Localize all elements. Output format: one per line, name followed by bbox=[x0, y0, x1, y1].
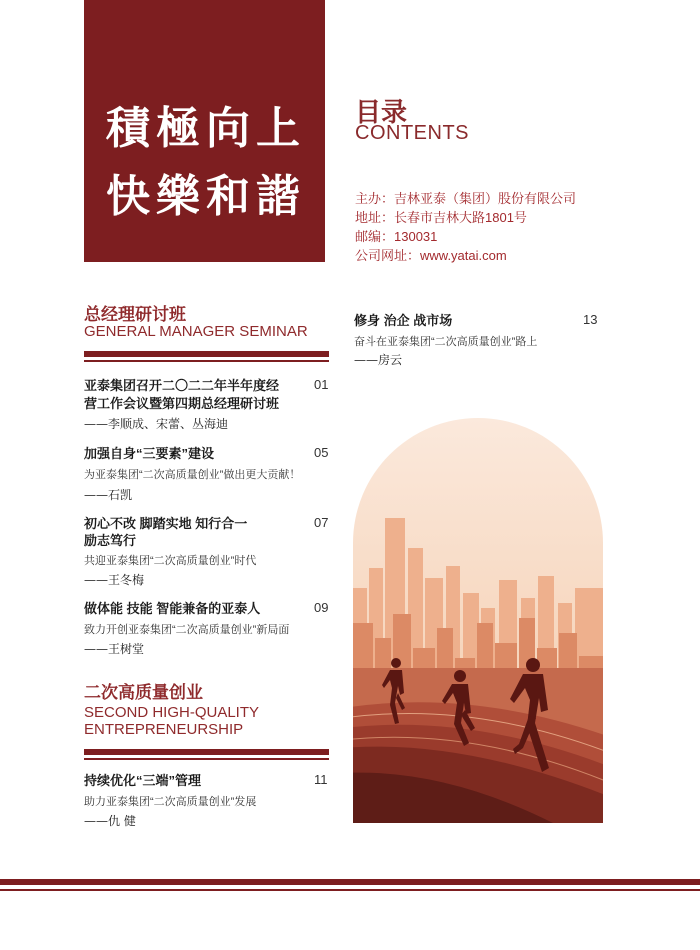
article-author: ——房云 bbox=[354, 353, 403, 367]
article-page-number: 07 bbox=[314, 515, 329, 530]
section-title-en-line1: SECOND HIGH-QUALITY bbox=[84, 704, 260, 721]
section-divider-thin bbox=[84, 758, 329, 760]
article-subtitle: 共迎亚泰集团“二次高质量创业”时代 bbox=[84, 555, 257, 567]
article-title[interactable]: 亚泰集团召开二〇二二年半年度经 bbox=[84, 378, 280, 393]
article-page-number: 13 bbox=[583, 312, 598, 327]
section-divider-thick bbox=[84, 351, 329, 357]
article-title[interactable]: 做体能 技能 智能兼备的亚泰人 bbox=[84, 601, 261, 616]
city-runners-illustration bbox=[353, 418, 603, 823]
hero-slogan-line1: 積極向上 bbox=[106, 103, 306, 154]
article-author: ——李顺成、宋蕾、丛海迪 bbox=[84, 417, 229, 431]
info-address: 地址：长春市吉林大路1801号 bbox=[355, 210, 527, 225]
article-subtitle: 致力开创亚泰集团“二次高质量创业”新局面 bbox=[84, 624, 290, 636]
article-title[interactable]: 初心不改 脚踏实地 知行合一 bbox=[84, 516, 248, 531]
toc-title: 目录 bbox=[355, 97, 408, 127]
section-divider-thin bbox=[84, 360, 329, 362]
hero-slogan-line2: 快樂和諧 bbox=[106, 171, 306, 222]
article-author: ——王冬梅 bbox=[84, 573, 145, 587]
article-author: ——石凯 bbox=[84, 488, 133, 502]
section-divider-thick bbox=[84, 749, 329, 755]
footer-rule-thin bbox=[0, 889, 700, 891]
section-title-en: GENERAL MANAGER SEMINAR bbox=[84, 323, 308, 340]
article-author: ——仇 健 bbox=[84, 814, 136, 828]
article-page-number: 05 bbox=[314, 445, 329, 460]
article-title-line2[interactable]: 营工作会议暨第四期总经理研讨班 bbox=[84, 396, 280, 411]
article-author: ——王树堂 bbox=[84, 642, 145, 656]
article-page-number: 01 bbox=[314, 377, 329, 392]
section-title-cn: 总经理研讨班 bbox=[84, 305, 186, 324]
article-title-line2[interactable]: 励志笃行 bbox=[84, 533, 137, 548]
info-sponsor: 主办：吉林亚泰（集团）股份有限公司 bbox=[355, 191, 577, 206]
toc-subtitle: CONTENTS bbox=[355, 122, 469, 144]
footer-rule-thick bbox=[0, 879, 700, 885]
article-page-number: 11 bbox=[314, 772, 328, 787]
article-subtitle: 助力亚泰集团“二次高质量创业”发展 bbox=[84, 796, 257, 808]
article-page-number: 09 bbox=[314, 600, 329, 615]
hero-banner bbox=[84, 0, 325, 262]
article-title[interactable]: 修身 治企 战市场 bbox=[354, 313, 453, 328]
article-subtitle: 奋斗在亚泰集团“二次高质量创业”路上 bbox=[354, 336, 538, 348]
article-title[interactable]: 加强自身“三要素”建设 bbox=[84, 446, 215, 461]
info-postcode: 邮编：130031 bbox=[355, 229, 438, 244]
section-title-en-line2: ENTREPRENEURSHIP bbox=[84, 721, 244, 738]
article-title[interactable]: 持续优化“三端”管理 bbox=[84, 773, 202, 788]
article-subtitle: 为亚泰集团“二次高质量创业”做出更大贡献！ bbox=[84, 469, 301, 481]
info-website: 公司网址：www.yatai.com bbox=[355, 248, 507, 263]
section-title-cn: 二次高质量创业 bbox=[84, 683, 203, 702]
